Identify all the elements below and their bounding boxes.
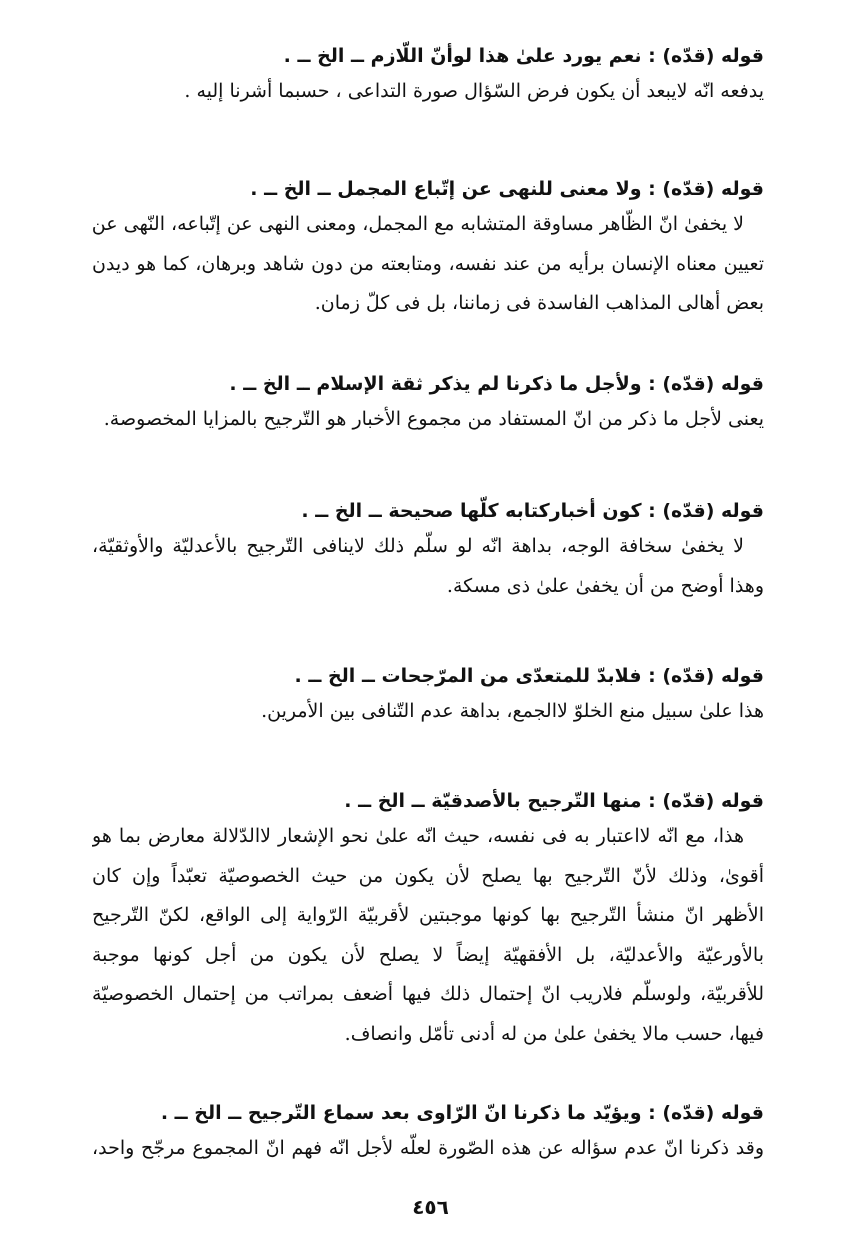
paragraph-line: لا يخفىٰ انّ الظّاهر مساوقة المتشابه مع المجمل، ومعنى النهى عن إتّباعه، النّهى عن <box>92 213 744 235</box>
paragraph-line: هذا، مع انّه لااعتبار به فى نفسه، حيث انّه علىٰ نحو الإشعار لاالدّلالة معارض بما هو <box>92 825 744 847</box>
paragraph-line: يعنى لأجل ما ذكر من انّ المستفاد من مجموع الأخبار هو التّرجيح بالمزايا المخصوصة. <box>103 408 764 430</box>
paragraph-line: وقد ذكرنا انّ عدم سؤاله عن هذه الصّورة لعلّه لأجل انّه فهم انّ المجموع مرجّح واحد، <box>92 1137 764 1159</box>
paragraph-line: للأقربيّة، ولوسلّم فلاريب انّ إحتمال ذلك فيها أضعف بمراتب من إحتمال الخصوصيّة <box>92 983 764 1005</box>
paragraph-line: لا يخفىٰ سخافة الوجه، بداهة انّه لو سلّم ذلك لاينافى التّرجيح بالأعدليّة والأوثقيّة، <box>92 535 744 557</box>
section-heading: قوله (قدّه) : منها التّرجيح بالأصدقيّة ــ الخ ــ . <box>344 790 764 812</box>
section-paragraph <box>92 817 764 1054</box>
section-paragraph <box>92 400 764 440</box>
paragraph-line: بالأورعيّة والأعدليّة، بل الأفقهيّة إيضاً لا يصلح لأن يكون من أجل كونها موجبة <box>92 943 764 966</box>
section-paragraph <box>92 527 764 606</box>
paragraph-line: فيها، حسب مالا يخفىٰ علىٰ من له أدنى تأمّل وانصاف. <box>344 1022 764 1045</box>
section-7 <box>92 1097 764 1169</box>
paragraph-line: هذا علىٰ سبيل منع الخلوّ لاالجمع، بداهة عدم التّنافى بين الأمرين. <box>261 700 764 722</box>
section-paragraph <box>92 692 764 732</box>
section-3 <box>92 368 764 440</box>
section-heading: قوله (قدّه) : ويؤيّد ما ذكرنا انّ الرّاوى بعد سماع التّرجيح ــ الخ ــ . <box>160 1102 764 1124</box>
section-paragraph <box>92 205 764 324</box>
section-1 <box>92 40 764 112</box>
paragraph-line: تعيين معناه الإنسان برأيه من عند نفسه، ومتابعته من دون شاهد وبرهان، كما هو ديدن <box>92 252 764 275</box>
section-heading: قوله (قدّه) : نعم يورد علىٰ هذا لوأنّ اللّازم ــ الخ ــ . <box>283 45 764 67</box>
section-5 <box>92 660 764 732</box>
paragraph-line: أقوىٰ، وذلك لأنّ التّرجيح بها يصلح لأن يكون من حيث الخصوصيّة تعبّداً وإن كان <box>92 864 764 887</box>
paragraph-line: يدفعه انّه لايبعد أن يكون فرض السّؤال صورة التداعى ، حسبما أشرنا إليه . <box>184 80 764 102</box>
section-4 <box>92 495 764 606</box>
paragraph-line: وهذا أوضح من أن يخفىٰ علىٰ ذى مسكة. <box>446 574 764 597</box>
section-2 <box>92 173 764 324</box>
page-number: ٤٥٦ <box>412 1195 449 1219</box>
paragraph-line: بعض أهالى المذاهب الفاسدة فى زماننا، بل فى كلّ زمان. <box>314 292 764 314</box>
section-paragraph <box>92 72 764 112</box>
section-heading: قوله (قدّه) : ولأجل ما ذكرنا لم يذكر ثقة الإسلام ــ الخ ــ . <box>229 373 764 395</box>
section-paragraph <box>92 1129 764 1169</box>
section-6 <box>92 785 764 1054</box>
paragraph-line: الأظهر انّ منشأ التّرجيح بها كونها موجبتين لأقربيّة الرّواية إلى الواقع، لكنّ التّرجيح <box>92 904 764 926</box>
section-heading: قوله (قدّه) : ولا معنى للنهى عن إتّباع المجمل ــ الخ ــ . <box>250 178 764 200</box>
section-heading: قوله (قدّه) : كون أخباركتابه كلّها صحيحة ــ الخ ــ . <box>301 500 764 522</box>
section-heading: قوله (قدّه) : فلابدّ للمتعدّى من المرّجحات ــ الخ ــ . <box>294 665 764 687</box>
